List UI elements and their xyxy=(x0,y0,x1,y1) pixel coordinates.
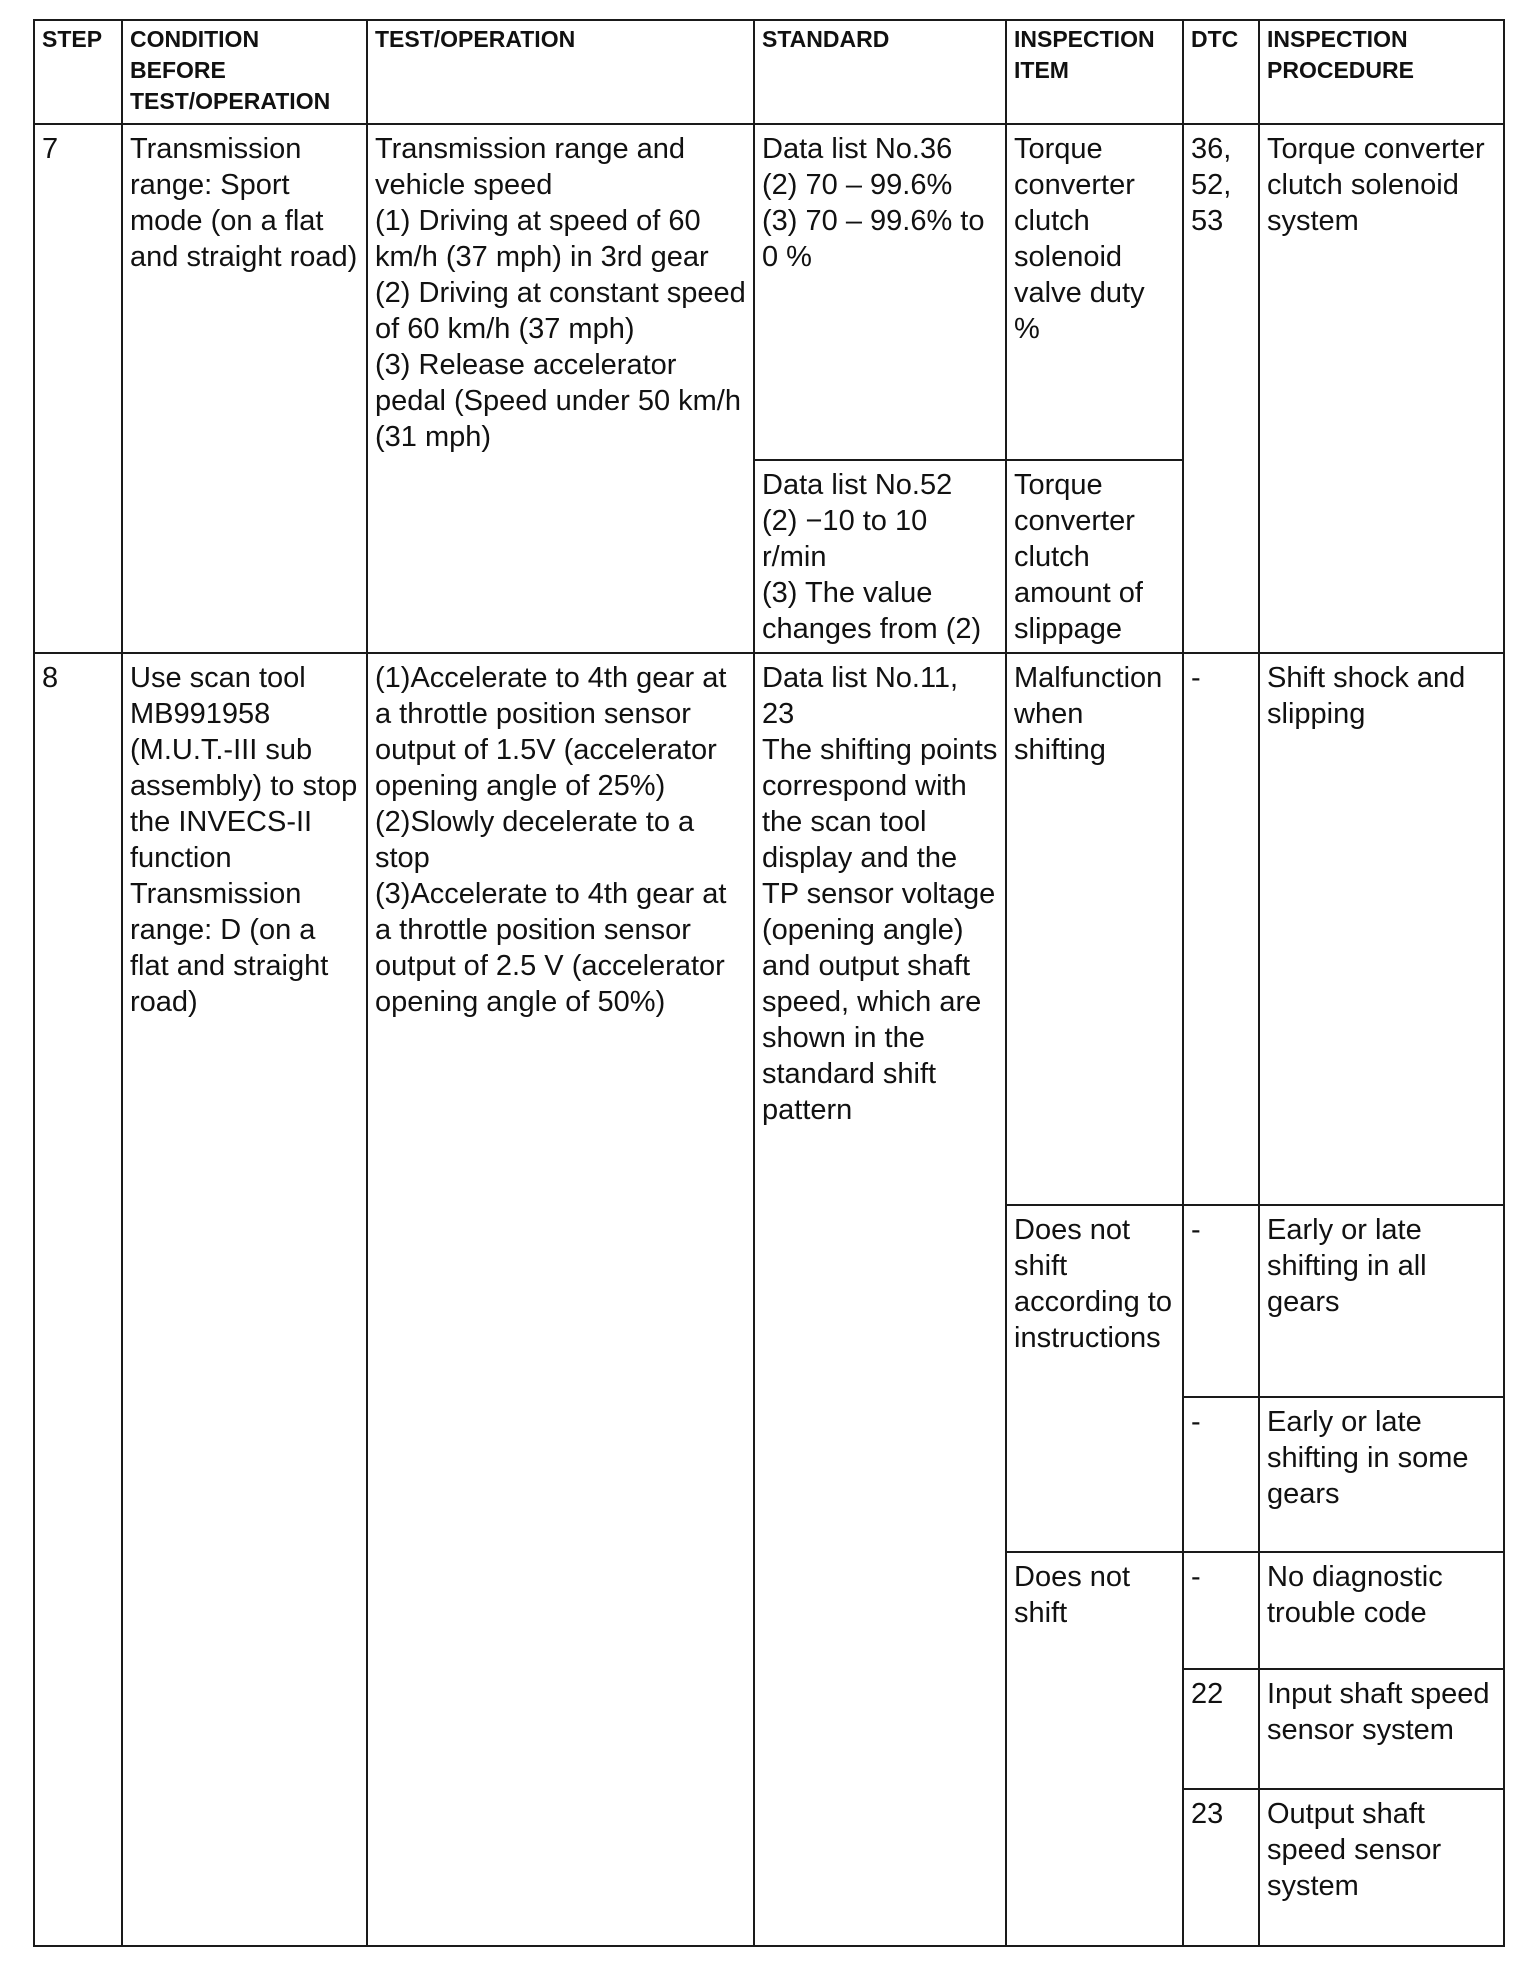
header-test: TEST/OPERATION xyxy=(367,20,754,124)
inspection-item-cell: Does not shift according to instructions xyxy=(1006,1205,1183,1552)
header-row xyxy=(34,20,1504,124)
header-dtc: DTC xyxy=(1183,20,1259,124)
inspection-item-cell: Malfunction when shifting xyxy=(1006,653,1183,1205)
header-step: STEP xyxy=(34,20,122,124)
standard-cell: Data list No.36 (2) 70 – 99.6% (3) 70 – 99.6% to 0 % xyxy=(754,124,1006,460)
inspection-item-cell: Torque converter clutch amount of slippage xyxy=(1006,460,1183,653)
condition-cell: Use scan tool MB991958 (M.U.T.-III sub assembly) to stop the INVECS-II function Transmission range: D (on a flat and straight road) xyxy=(122,653,367,1946)
header-procedure: INSPECTION PROCEDURE xyxy=(1259,20,1504,124)
inspection-table xyxy=(33,19,1505,1947)
header-standard: STANDARD xyxy=(754,20,1006,124)
test-operation-cell: Transmission range and vehicle speed (1) Driving at speed of 60 km/h (37 mph) in 3rd gear (2) Driving at constant speed of 60 km/h (37 mph) (3) Release accelerator pedal (Speed under 50 km/h (31 mph) xyxy=(367,124,754,653)
procedure-cell: Early or late shifting in some gears xyxy=(1259,1397,1504,1552)
inspection-item-cell: Does not shift xyxy=(1006,1552,1183,1946)
test-operation-cell: (1)Accelerate to 4th gear at a throttle position sensor output of 1.5V (accelerator opening angle of 25%) (2)Slowly decelerate to a stop (3)Accelerate to 4th gear at a throttle position sensor output of 2.5 V (accelerator opening angle of 50%) xyxy=(367,653,754,1946)
step-number: 8 xyxy=(34,653,122,1946)
table-row xyxy=(34,653,1504,1205)
table-row xyxy=(34,124,1504,460)
dtc-cell: 36, 52, 53 xyxy=(1183,124,1259,653)
dtc-cell: - xyxy=(1183,1552,1259,1669)
step-number: 7 xyxy=(34,124,122,653)
dtc-cell: - xyxy=(1183,1205,1259,1397)
procedure-cell: Output shaft speed sensor system xyxy=(1259,1789,1504,1946)
header-item: INSPECTION ITEM xyxy=(1006,20,1183,124)
procedure-cell: Torque converter clutch solenoid system xyxy=(1259,124,1504,653)
condition-cell: Transmission range: Sport mode (on a flat and straight road) xyxy=(122,124,367,653)
standard-cell: Data list No.52 (2) −10 to 10 r/min (3) The value changes from (2) xyxy=(754,460,1006,653)
inspection-item-cell: Torque converter clutch solenoid valve duty % xyxy=(1006,124,1183,460)
procedure-cell: Shift shock and slipping xyxy=(1259,653,1504,1205)
dtc-cell: - xyxy=(1183,1397,1259,1552)
dtc-cell: 23 xyxy=(1183,1789,1259,1946)
dtc-cell: 22 xyxy=(1183,1669,1259,1789)
procedure-cell: Early or late shifting in all gears xyxy=(1259,1205,1504,1397)
procedure-cell: Input shaft speed sensor system xyxy=(1259,1669,1504,1789)
dtc-cell: - xyxy=(1183,653,1259,1205)
header-condition: CONDITION BEFORE TEST/OPERATION xyxy=(122,20,367,124)
standard-cell: Data list No.11, 23 The shifting points correspond with the scan tool display and the TP sensor voltage (opening angle) and output shaft speed, which are shown in the standard shift pattern xyxy=(754,653,1006,1946)
procedure-cell: No diagnostic trouble code xyxy=(1259,1552,1504,1669)
